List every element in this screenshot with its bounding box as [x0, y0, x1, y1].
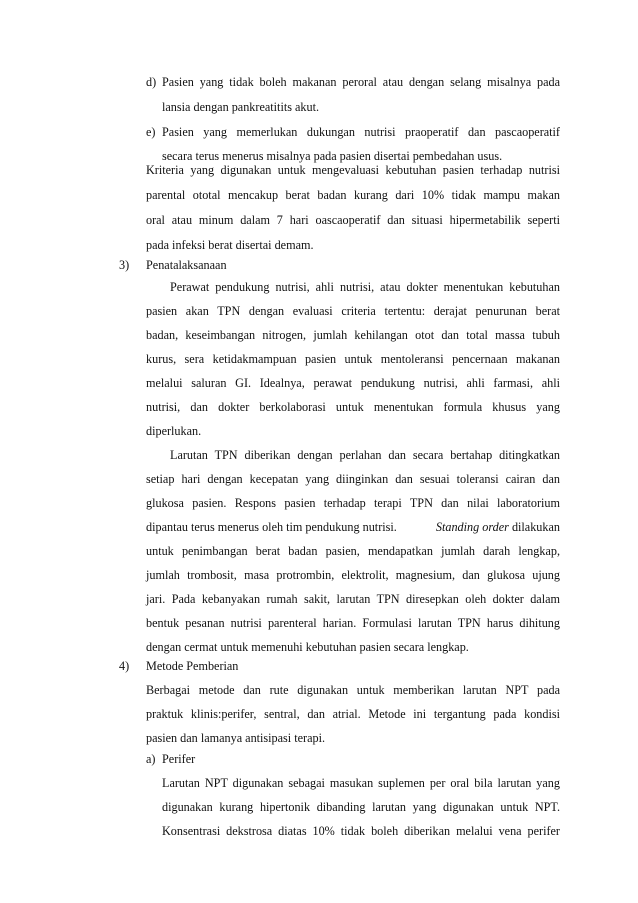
section-3-para1-line-4: kurus, sera ketidakmampuan pasien untuk mentoleransi pencernaan makanan — [146, 352, 560, 366]
para2-line4-text-after: dilakukan — [508, 520, 560, 534]
sub-a-marker: a) — [146, 752, 156, 766]
section-3-para2-line-9: dengan cermat untuk memenuhi kebutuhan pasien secara lengkap. — [146, 640, 469, 654]
section-3-para2-line-2: setiap hari dengan kecepatan yang diinginkan dan sesuai toleransi cairan dan — [146, 472, 560, 486]
section-3-para1-line-7: diperlukan. — [146, 424, 202, 438]
section-3-title: Penatalaksanaan — [146, 258, 227, 272]
section-3-para2-line-4 — [146, 520, 560, 535]
section-3-para2-line-6: jumlah trombosit, masa protrombin, elektrolit, magnesium, dan glukosa ujung — [146, 568, 560, 582]
kriteria-line-1: Kriteria yang digunakan untuk mengevaluasi kebutuhan pasien terhadap nutrisi — [146, 163, 560, 177]
section-4-para1-line-2: praktuk klinis:perifer, sentral, dan atrial. Metode ini tergantung pada kondisi — [146, 707, 560, 721]
section-4-title: Metode Pemberian — [146, 659, 239, 673]
item-e-line-2: secara terus menerus misalnya pada pasien disertai pembedahan usus. — [162, 149, 503, 163]
list-marker-d: d) — [146, 75, 157, 89]
section-3-para1-line-1: Perawat pendukung nutrisi, ahli nutrisi, atau dokter menentukan kebutuhan — [170, 280, 560, 294]
section-3-para1-line-3: badan, keseimbangan nitrogen, jumlah kehilangan otot dan total massa tubuh — [146, 328, 560, 342]
section-4-marker: 4) — [119, 659, 130, 673]
section-3-para2-line-8: bentuk pesanan nutrisi parenteral harian. Formulasi larutan TPN harus dihitung — [146, 616, 560, 630]
section-4-para1-line-1: Berbagai metode dan rute digunakan untuk memberikan larutan NPT pada — [146, 683, 560, 697]
section-3-para2-line-7: jari. Pada kebanyakan rumah sakit, larutan TPN diresepkan oleh dokter dalam — [146, 592, 560, 606]
sub-a-line-3: Konsentrasi dekstrosa diatas 10% tidak boleh diberikan melalui vena perifer — [162, 824, 560, 838]
sub-a-line-2: digunakan kurang hipertonik dibanding larutan yang digunakan untuk NPT. — [162, 800, 560, 814]
kriteria-line-3: oral atau minum dalam 7 hari oascaoperatif dan situasi hipermetabilik seperti — [146, 213, 560, 227]
section-3-para2-line-3: glukosa pasien. Respons pasien terhadap terapi TPN dan nilai laboratorium — [146, 496, 560, 510]
kriteria-line-4: pada infeksi berat disertai demam. — [146, 238, 314, 252]
item-d-line-2: lansia dengan pankreatitits akut. — [162, 100, 320, 114]
section-3-para1-line-6: nutrisi, dan dokter berkolaborasi untuk menentukan formula khusus yang — [146, 400, 560, 414]
standing-order-italic: Standing order — [435, 520, 509, 534]
section-3-marker: 3) — [119, 258, 130, 272]
item-d-line-1: Pasien yang tidak boleh makanan peroral atau dengan selang misalnya pada — [162, 75, 560, 89]
sub-a-line-1: Larutan NPT digunakan sebagai masukan suplemen per oral bila larutan yang — [162, 776, 560, 790]
section-3-para1-line-5: melalui saluran GI. Idealnya, perawat pendukung nutrisi, ahli farmasi, ahli — [146, 376, 560, 390]
item-e-line-1: Pasien yang memerlukan dukungan nutrisi praoperatif dan pascaoperatif — [162, 125, 560, 139]
kriteria-line-2: parental ototal mencakup berat badan kurang dari 10% tidak mampu makan — [146, 188, 560, 202]
section-3-para2-line-1: Larutan TPN diberikan dengan perlahan dan secara bertahap ditingkatkan — [170, 448, 560, 462]
para2-line4-text-before: dipantau terus menerus oleh tim pendukung nutrisi. — [146, 520, 397, 534]
section-3-para2-line-5: untuk penimbangan berat badan pasien, mendapatkan jumlah darah lengkap, — [146, 544, 560, 558]
section-3-para1-line-2: pasien akan TPN dengan evaluasi criteria tertentu: derajat penurunan berat — [146, 304, 560, 318]
list-marker-e: e) — [146, 125, 156, 139]
sub-a-title: Perifer — [162, 752, 196, 766]
section-4-para1-line-3: pasien dan lamanya antisipasi terapi. — [146, 731, 326, 745]
